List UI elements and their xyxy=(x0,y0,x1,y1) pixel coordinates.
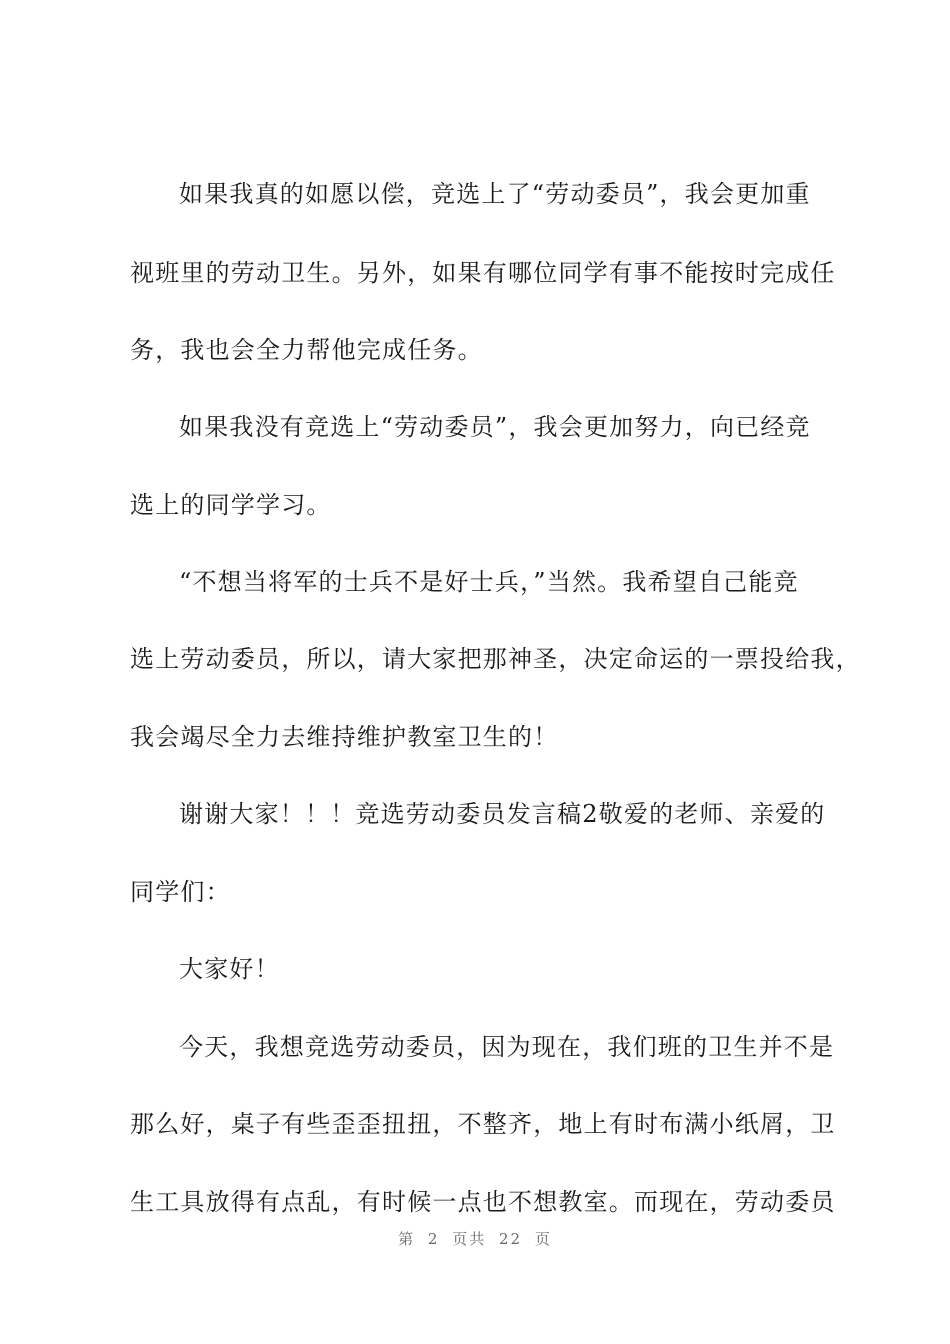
paragraph-line: 那么好，桌子有些歪歪扭扭，不整齐，地上有时布满小纸屑，卫 xyxy=(130,1110,836,1138)
paragraph-line: 视班里的劳动卫生。另外，如果有哪位同学有事不能按时完成任 xyxy=(130,259,836,287)
paragraph-line: 如果我没有竞选上“劳动委员”，我会更加努力，向已经竞 xyxy=(179,413,811,441)
paragraph-line: 务，我也会全力帮他完成任务。 xyxy=(130,336,483,364)
paragraph-line: 今天，我想竞选劳动委员，因为现在，我们班的卫生并不是 xyxy=(179,1033,835,1061)
page-number-footer: 第 2 页共 22 页 xyxy=(398,1230,552,1248)
paragraph-line: 谢谢大家！！！竞选劳动委员发言稿2敬爱的老师、亲爱的 xyxy=(179,800,826,828)
paragraph-line: 同学们： xyxy=(130,878,231,906)
paragraph-line: 我会竭尽全力去维持维护教室卫生的！ xyxy=(130,723,559,751)
paragraph-line: 选上的同学学习。 xyxy=(130,491,332,519)
paragraph-line: 大家好！ xyxy=(179,955,280,983)
paragraph-line: 生工具放得有点乱，有时候一点也不想教室。而现在，劳动委员 xyxy=(130,1188,836,1216)
paragraph-line: 选上劳动委员，所以，请大家把那神圣，决定命运的一票投给我， xyxy=(130,645,861,673)
paragraph-line: “不想当将军的士兵不是好士兵，”当然。我希望自己能竞 xyxy=(179,568,799,596)
paragraph-line: 如果我真的如愿以偿，竞选上了“劳动委员”，我会更加重 xyxy=(179,180,811,208)
